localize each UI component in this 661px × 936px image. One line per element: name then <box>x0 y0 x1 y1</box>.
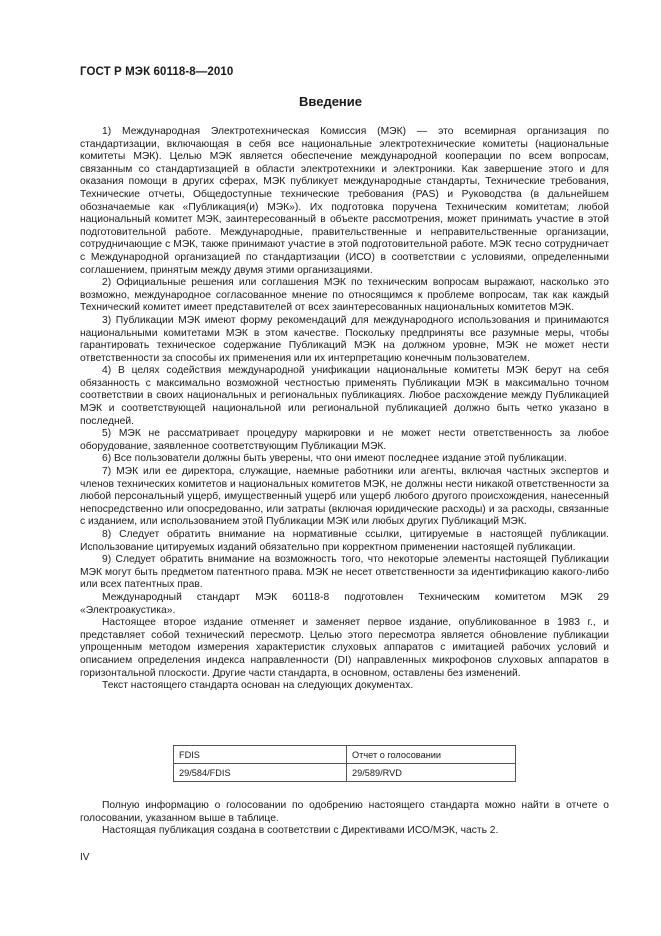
paragraph-5: 5) МЭК не рассматривает процедуру маркировки и не может нести ответственность за любое оборудование, заявленное соответствующим Публикации МЭК. <box>80 428 609 452</box>
after-table-text <box>80 800 609 838</box>
paragraph-committee: Международный стандарт МЭК 60118-8 подготовлен Техническим комитетом МЭК 29 «Электроакустика». <box>80 591 609 616</box>
paragraph-directives: Настоящая публикация создана в соответствии с Директивами ИСО/МЭК, часть 2. <box>102 825 499 837</box>
paragraph-edition: Настоящее второе издание отменяет и заменяет первое издание, опубликованное в 1983 г., и представляет собой технический пересмотр. Целью этого пересмотра является обновление публикации упрощенным методом измерения характеристик слуховых аппаратов с имитацией рабочих условий и описанием определения индекса направленности (DI) направленных микрофонов слуховых аппаратов в горизонтальной плоскости. Другие части стандарта, в основном, оставлены без изменений. <box>80 617 609 679</box>
paragraph-9: 9) Следует обратить внимание на возможность того, что некоторые элементы настоящей Публикации МЭК могут быть предметом патентного права. МЭК не несет ответственности за идентификацию какого-либо или всех патентных прав. <box>80 554 609 591</box>
page-number: IV <box>80 852 90 863</box>
paragraph-6: 6) Все пользователи должны быть уверены, что они имеют последнее издание этой публикации. <box>102 453 567 465</box>
introduction-body <box>80 126 609 693</box>
table-cell: Отчет о голосовании <box>347 746 516 764</box>
paragraph-documents: Текст настоящего стандарта основан на следующих документах. <box>102 680 414 692</box>
table-cell: FDIS <box>174 746 347 764</box>
paragraph-7: 7) МЭК или ее директора, служащие, наемные работники или агенты, включая частных экспертов и членов технических комитетов и национальных комитетов МЭК, не должны нести никакой ответственности за любой персональный ущерб, имущественный ущерб или ущерб любого другого происхождения, нанесенный непосредственно или опосредованно, или затраты (включая юридические расходы) и за расходы, связанные с изданием, или использованием этой Публикации МЭК или любых других Публикаций МЭК. <box>80 466 609 528</box>
paragraph-2: 2) Официальные решения или соглашения МЭК по техническим вопросам выражают, насколько это возможно, международное согласованное мнение по относящимся к проблеме вопросам, так как каждый Технический комитет имеет представителей от всех заинтересованных национальных комитетов МЭК. <box>80 277 609 314</box>
paragraph-8: 8) Следует обратить внимание на нормативные ссылки, цитируемые в настоящей публикации. Использование цитируемых изданий обязательно при корректном применении настоящей публикации. <box>80 529 609 553</box>
table-cell: 29/584/FDIS <box>174 764 347 782</box>
standard-header: ГОСТ Р МЭК 60118-8—2010 <box>80 66 234 78</box>
table-row <box>174 764 516 782</box>
paragraph-3: 3) Публикации МЭК имеют форму рекомендаций для международного использования и принимаются национальными комитетами МЭК в этом качестве. Поскольку предприняты все разумные меры, чтобы гарантировать техническое содержание Публикаций МЭК на должном уровне, МЭК не может нести ответственности за способы их применения или их интерпретацию конечным пользователем. <box>80 314 609 364</box>
table-cell: 29/589/RVD <box>347 764 516 782</box>
table-row <box>174 746 516 764</box>
voting-table <box>173 745 516 782</box>
paragraph-1: 1) Международная Электротехническая Комиссия (МЭК) — это всемирная организация по стандартизации, включающая в себя все национальные электротехнические комитеты (национальные комитеты МЭК). Целью МЭК является обеспечение международной кооперации по всем вопросам, связанным со стандартизацией в области электротехники и электроники. Как завершение этого и для оказания помощи в других сферах, МЭК публикует международные стандарты, Технические требования, Технические отчеты, Общедоступные технические требования (PAS) и Руководства (в дальнейшем обозначаемые как «Публикация(и) МЭК»). Их подготовка поручена Техническим комитетам; любой национальный комитет МЭК, заинтересованный в объекте рассмотрения, может принимать участие в этой подготовительной работе. Международные, правительственные и неправительственные организации, сотрудничающие с МЭК, также принимают участие в этой подготовительной работе. МЭК тесно сотрудничает с Международной организацией по стандартизации (ИСО) в соответствии с условиями, определенными соглашением, принятым между двумя этими организациями. <box>80 126 609 276</box>
section-title: Введение <box>299 94 362 109</box>
paragraph-4: 4) В целях содействия международной унификации национальные комитеты МЭК берут на себя обязанность с максимально возможной честностью применять Публикации МЭК в максимально точном соответствии в своих национальных и региональных публикациях. Любое расхождение между Публикацией МЭК и соответствующей национальной или региональной публикацией должно быть четко указано в последней. <box>80 365 609 427</box>
paragraph-voting-info: Полную информацию о голосовании по одобрению настоящего стандарта можно найти в отчете о голосовании, указанном выше в таблице. <box>80 800 609 824</box>
